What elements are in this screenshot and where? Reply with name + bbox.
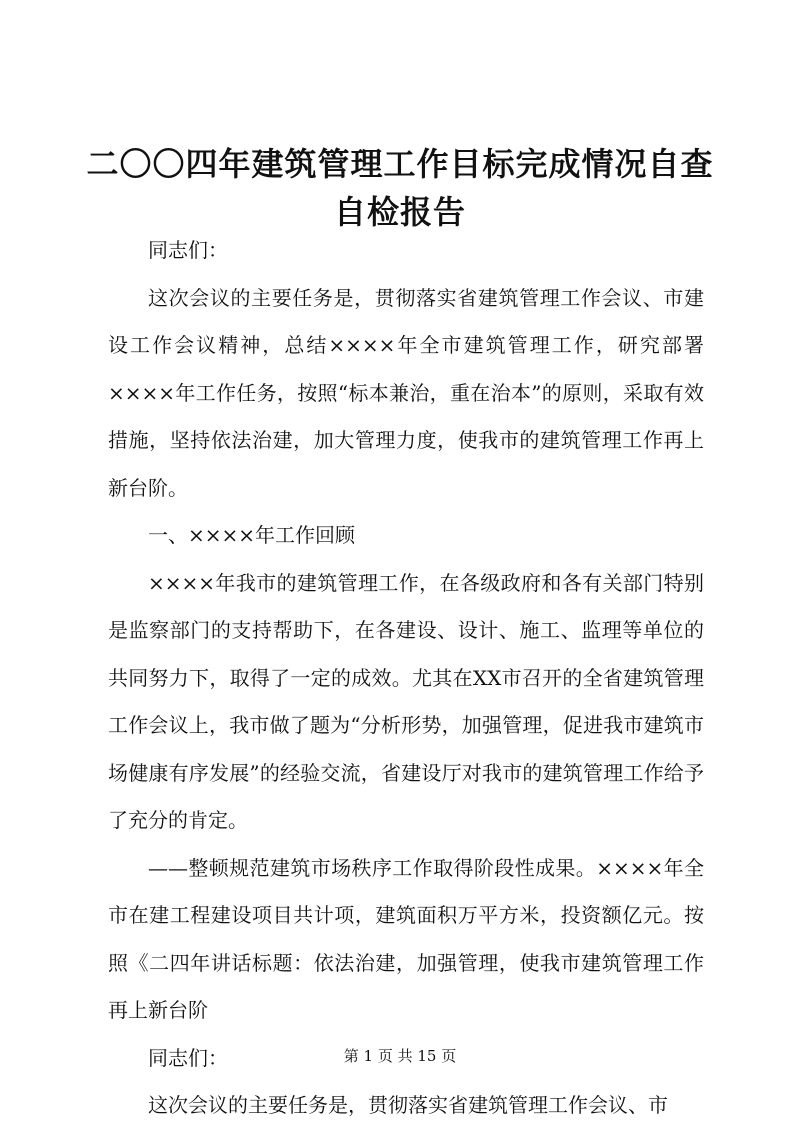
document-body <box>108 227 704 1130</box>
body-paragraph: ——整顿规范建筑市场秩序工作取得阶段性成果。××××年全市在建工程建设项目共计项，建筑面积万平方米，投资额亿元。按照《二四年讲话标题：依法治建，加强管理，使我市建筑管理工作再上新台阶 <box>108 855 704 1022</box>
section-heading: 一、××××年工作回顾 <box>148 523 356 547</box>
body-paragraph: 这次会议的主要任务是，贯彻落实省建筑管理工作会议、市建设工作会议精神，总结××××年全市建筑管理工作，研究部署××××年工作任务，按照“标本兼治，重在治本”的原则，采取有效措施，坚持依法治建，加大管理力度，使我市的建筑管理工作再上新台阶。 <box>108 285 704 500</box>
body-paragraph: ××××年我市的建筑管理工作，在各级政府和各有关部门特别是监察部门的支持帮助下，在各建设、设计、施工、监理等单位的共同努力下，取得了一定的成效。尤其在XX市召开的全省建筑管理工作会议上，我市做了题为“分析形势，加强管理，促进我市建筑市场健康有序发展”的经验交流，省建设厅对我市的建筑管理工作给予了充分的肯定。 <box>108 570 704 832</box>
body-paragraph: 这次会议的主要任务是，贯彻落实省建筑管理工作会议、市 <box>148 1093 668 1117</box>
page-number-footer: 第 1 页 共 15 页 <box>343 1047 457 1065</box>
salutation: 同志们： <box>148 238 228 262</box>
salutation: 同志们： <box>148 1045 228 1070</box>
document-title: 二〇〇四年建筑管理工作目标完成情况自查自检报告 <box>86 145 714 231</box>
